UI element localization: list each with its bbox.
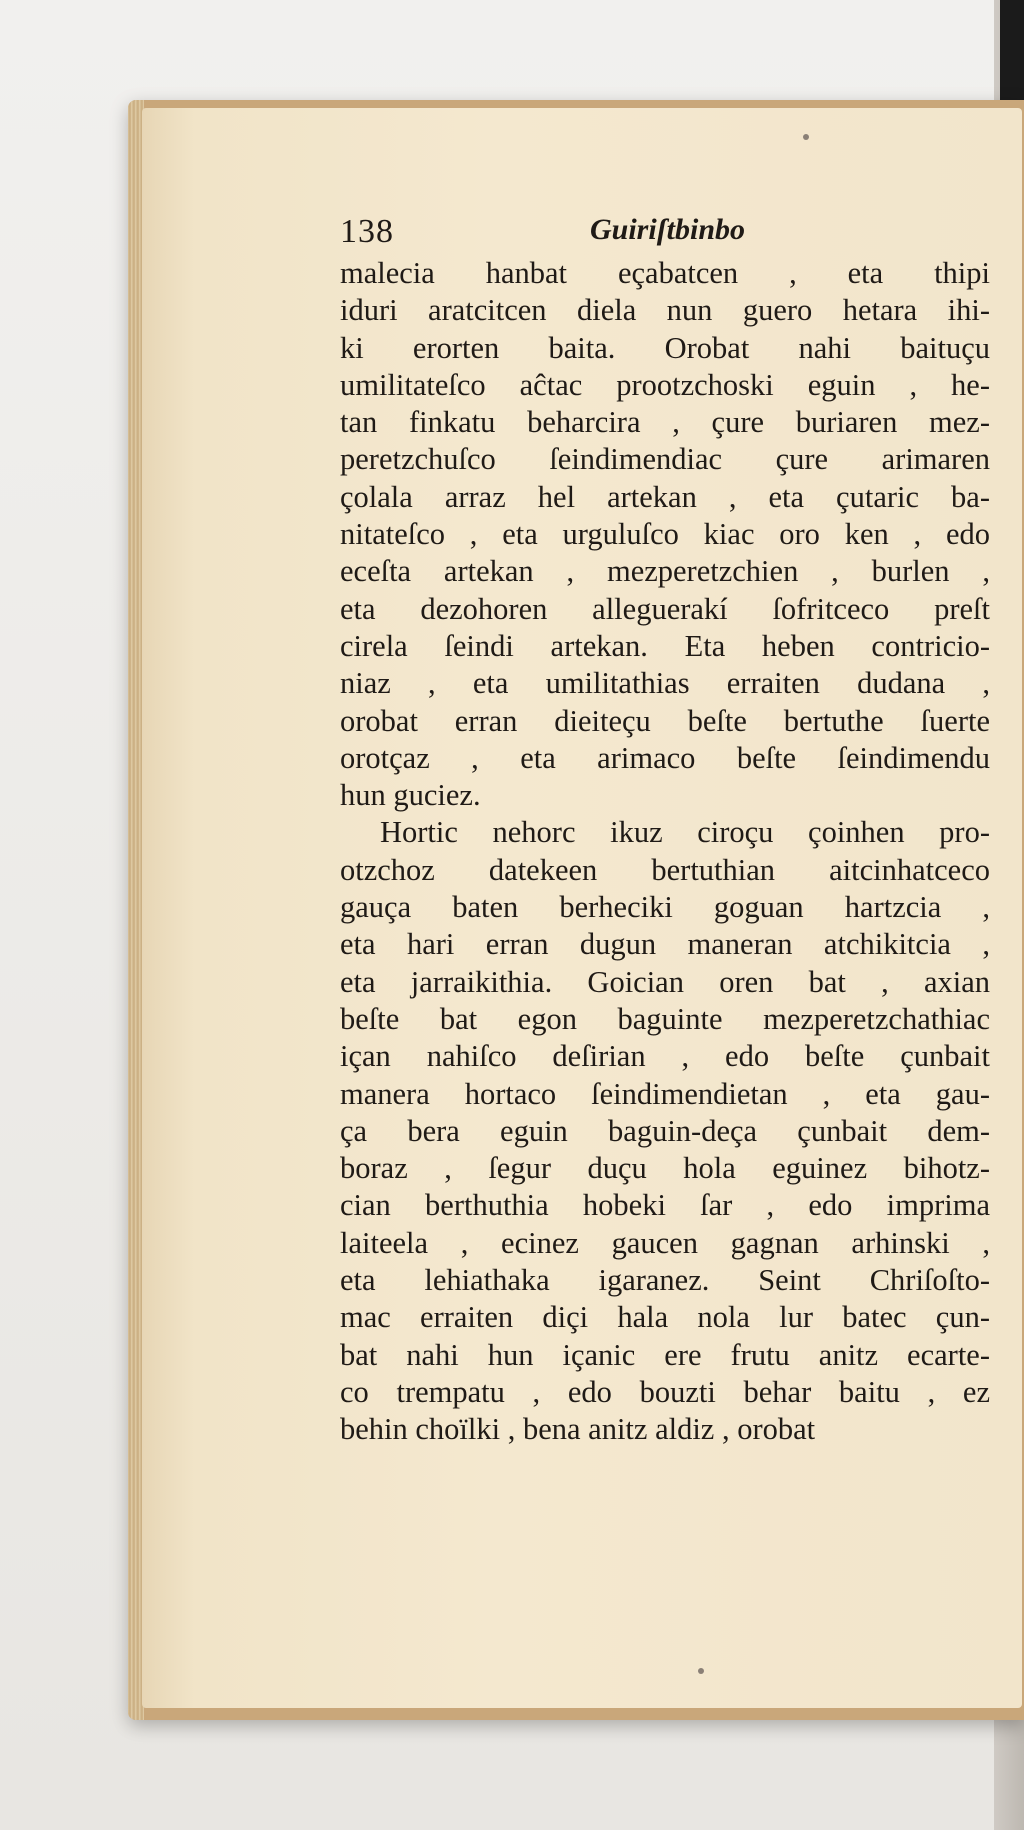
text-line: laiteela , ecinez gaucen gagnan arhinski , [340,1225,990,1260]
text-line: ça bera eguin baguin-deça çunbait dem- [340,1113,990,1148]
text-line: eceſta artekan , mezperetzchien , burlen , [340,554,990,589]
text-line: çolala arraz hel artekan , eta çutaric ba- [340,479,990,514]
text-line: cian berthuthia hobeki ſar , edo imprima [340,1188,990,1223]
page-header [340,213,900,257]
text-line: bat nahi hun içanic ere frutu anitz ecarte- [340,1337,990,1372]
text-line: cirela ſeindi artekan. Eta heben contricio- [340,628,990,663]
page-number: 138 [340,213,394,250]
text-line: boraz , ſegur duçu hola eguinez bihotz- [340,1151,990,1186]
text-line: malecia hanbat eçabatcen , eta thipi [340,256,990,290]
text-line: nitateſco , eta urguluſco kiac oro ken , edo [340,517,990,552]
text-line: manera hortaco ſeindimendietan , eta gau- [340,1076,990,1111]
text-line: eta jarraikithia. Goician oren bat , axian [340,964,990,999]
text-line: tan finkatu beharcira , çure buriaren mez- [340,405,990,440]
text-line: eta dezohoren alleguerakí ſofritceco preſt [340,591,990,626]
text-line: hun guciez. [340,778,481,813]
text-line: eta lehiathaka igaranez. Seint Chriſoſto- [340,1263,990,1298]
text-line: beſte bat egon baguinte mezperetzchathiac [340,1001,990,1036]
text-line: iduri aratcitcen diela nun guero hetara ihi- [340,293,990,328]
text-line: otzchoz datekeen bertuthian aitcinhatceco [340,852,990,887]
text-line: eta hari erran dugun maneran atchikitcia , [340,927,990,962]
text-line: umilitateſco aĉtac prootzchoski eguin , he- [340,367,990,402]
paper-speck [698,1668,704,1674]
text-line: içan nahiſco deſirian , edo beſte çunbait [340,1039,990,1074]
text-line: orobat erran dieiteçu beſte bertuthe ſuerte [340,703,990,738]
dark-corner [1000,0,1024,110]
text-line: mac erraiten diçi hala nola lur batec çun- [340,1300,990,1335]
text-line: behin choïlki , bena anitz aldiz , orobat [340,1412,816,1447]
paper-speck [803,134,809,140]
text-line: peretzchuſco ſeindimendiac çure arimaren [340,442,990,477]
text-line: co trempatu , edo bouzti behar baitu , ez [340,1374,990,1409]
text-line: niaz , eta umilitathias erraiten dudana , [340,666,990,701]
running-title: Guiriſtbinbo [590,213,746,246]
text-line: Hortic nehorc ikuz ciroçu çoinhen pro- [380,815,990,850]
body-text [340,255,990,1449]
text-line: ki erorten baita. Orobat nahi baituçu [340,330,990,365]
text-line: gauça baten berheciki goguan hartzcia , [340,890,990,925]
text-line: orotçaz , eta arimaco beſte ſeindimendu [340,740,990,775]
